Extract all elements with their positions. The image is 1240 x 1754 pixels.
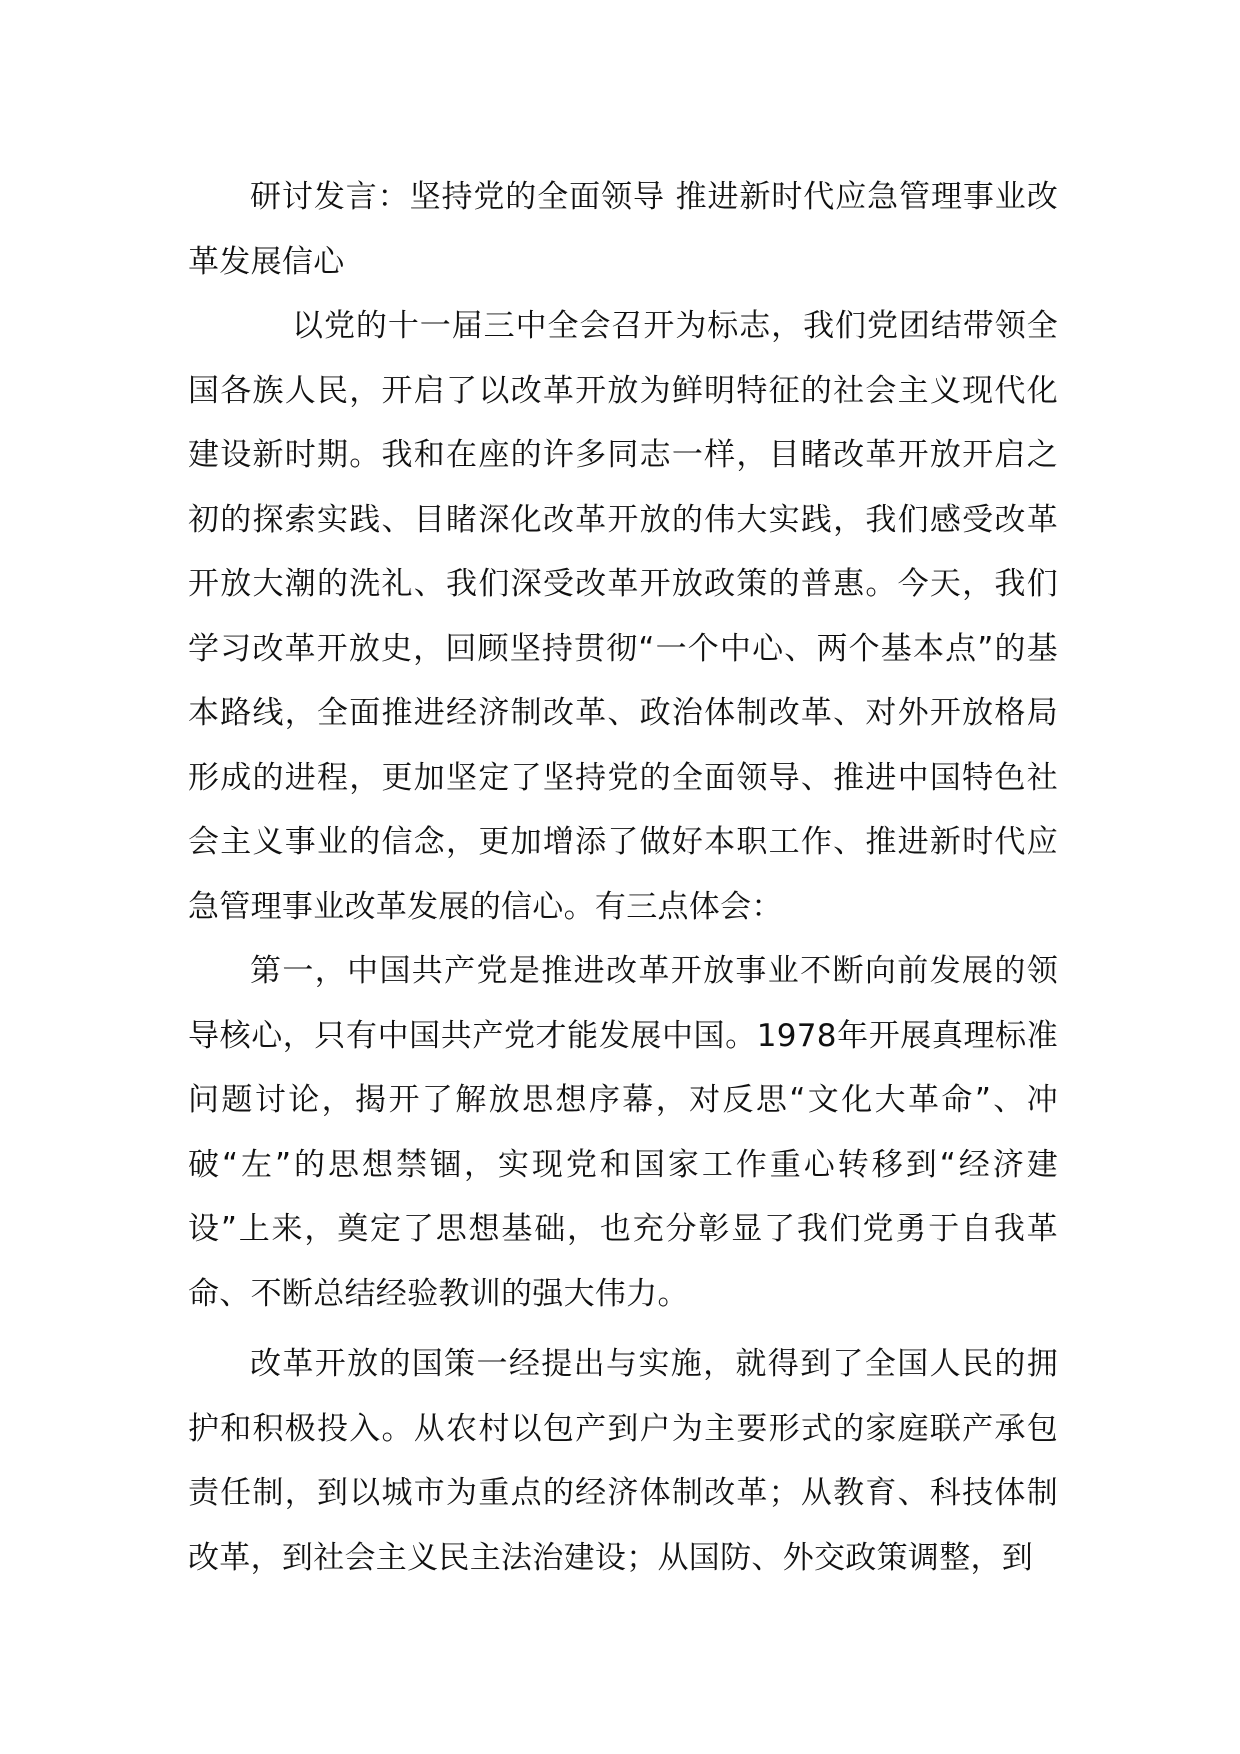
document-title: 研讨发言：坚持党的全面领导 推进新时代应急管理事业改革发展信心 xyxy=(188,179,1058,280)
paragraph-point-one: 第一，中国共产党是推进改革开放事业不断向前发展的领导核心，只有中国共产党才能发展中国。1978年开展真理标准问题讨论，揭开了解放思想序幕，对反思“文化大革命”、冲破“左”的思想禁锢，实现党和国家工作重心转移到“经济建设”上来，奠定了思想基础，也充分彰显了我们党勇于自我革命、不断总结经验教训的强大伟力。 xyxy=(188,953,1058,1312)
document-body xyxy=(188,165,1058,1590)
paragraph-reform-policy: 改革开放的国策一经提出与实施，就得到了全国人民的拥护和积极投入。从农村以包产到户为主要形式的家庭联产承包责任制，到以城市为重点的经济体制改革；从教育、科技体制改革，到社会主义民主法治建设；从国防、外交政策调整，到 xyxy=(188,1346,1058,1576)
paragraph-intro: 以党的十一届三中全会召开为标志，我们党团结带领全国各族人民，开启了以改革开放为鲜明特征的社会主义现代化建设新时期。我和在座的许多同志一样，目睹改革开放开启之初的探索实践、目睹深化改革开放的伟大实践，我们感受改革开放大潮的洗礼、我们深受改革开放政策的普惠。今天，我们学习改革开放史，回顾坚持贯彻“一个中心、两个基本点”的基本路线，全面推进经济制改革、政治体制改革、对外开放格局形成的进程，更加坚定了坚持党的全面领导、推进中国特色社会主义事业的信念，更加增添了做好本职工作、推进新时代应急管理事业改革发展的信心。有三点体会： xyxy=(188,308,1058,925)
